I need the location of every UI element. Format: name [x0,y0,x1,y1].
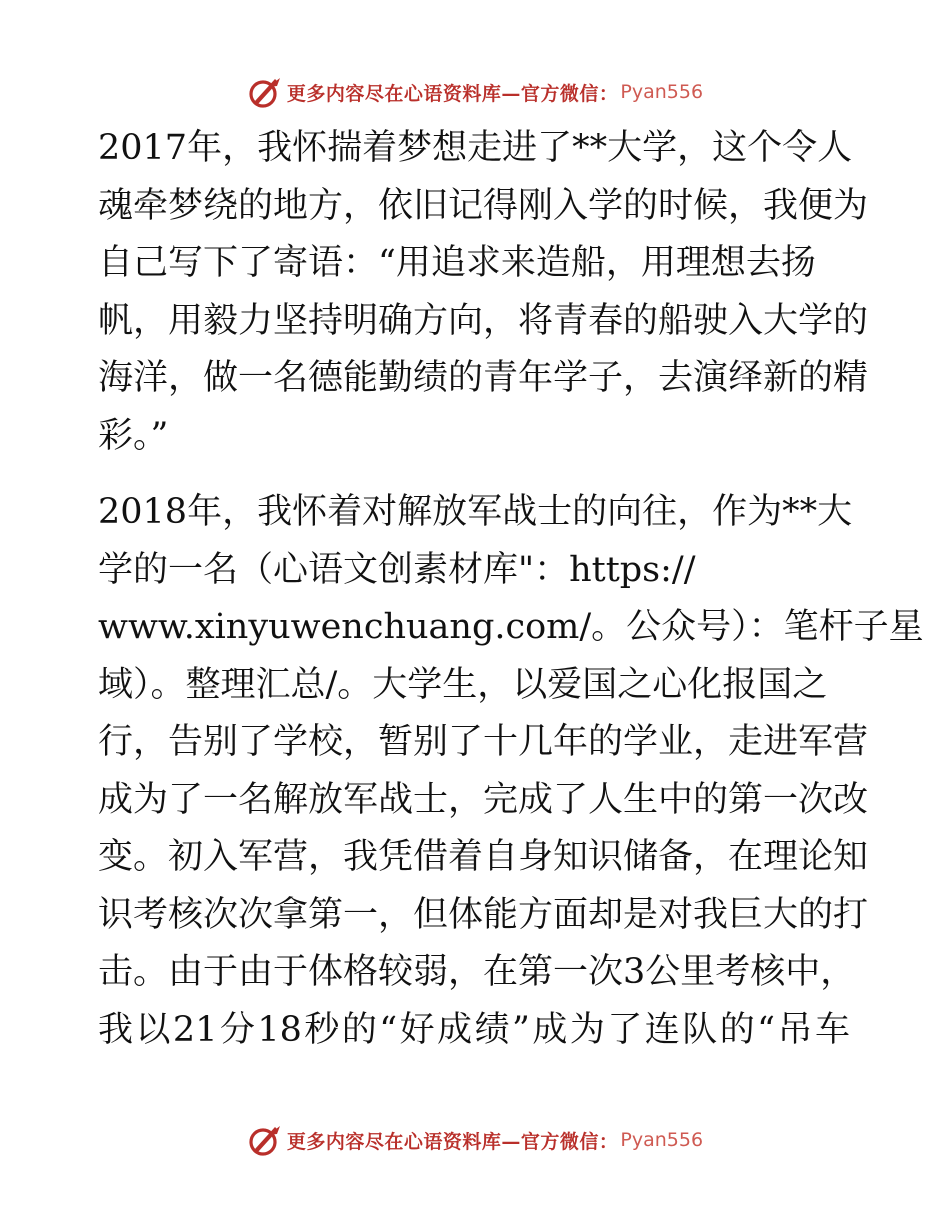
quill-logo-icon [247,74,283,110]
banner-contact: Pyan556 [620,1129,704,1151]
text-line: 行，告别了学校，暂别了十几年的学业，走进军营 [98,722,869,762]
text-line: www.xinyuwenchuang.com/。公众号）：笔杆子星 [98,607,924,647]
banner-text: 更多内容尽在心语资料库—官方微信： [286,1130,619,1153]
banner-text: 更多内容尽在心语资料库—官方微信： [286,82,619,105]
text-line: 学的一名（心语文创素材库"：https:// [98,549,696,590]
quill-logo-icon [247,1122,283,1158]
text-line: 彩。” [98,415,169,456]
text-line: 识考核次次拿第一，但体能方面却是对我巨大的打 [98,894,869,935]
text-line: 我以21分18秒的“好成绩”成为了连队的“吊车 [98,1009,850,1050]
text-line: 魂牵梦绕的地方，依旧记得刚入学的时候，我便为 [98,185,869,226]
text-line: 域）。整理汇总/。大学生，以爱国之心化报国之 [98,664,828,705]
footer-banner [0,1120,950,1160]
text-line: 海洋，做一名德能勤绩的青年学子，去演绎新的精 [98,358,869,398]
text-line: 2017年，我怀揣着梦想走进了**大学，这个令人 [98,128,853,168]
text-line: 2018年，我怀着对解放军战士的向往，作为**大 [98,492,853,532]
paragraph-2 [98,484,924,1059]
header-banner [0,72,950,112]
text-line: 击。由于由于体格较弱，在第一次3公里考核中， [98,952,856,992]
paragraph-1 [98,120,869,465]
text-line: 自己写下了寄语：“用追求来造船，用理想去扬 [98,243,816,283]
document-body [98,120,924,1059]
banner-contact: Pyan556 [620,81,704,103]
text-line: 变。初入军营，我凭借着自身知识储备，在理论知 [98,837,869,877]
text-line: 帆，用毅力坚持明确方向，将青春的船驶入大学的 [98,300,869,341]
text-line: 成为了一名解放军战士，完成了人生中的第一次改 [98,779,869,820]
